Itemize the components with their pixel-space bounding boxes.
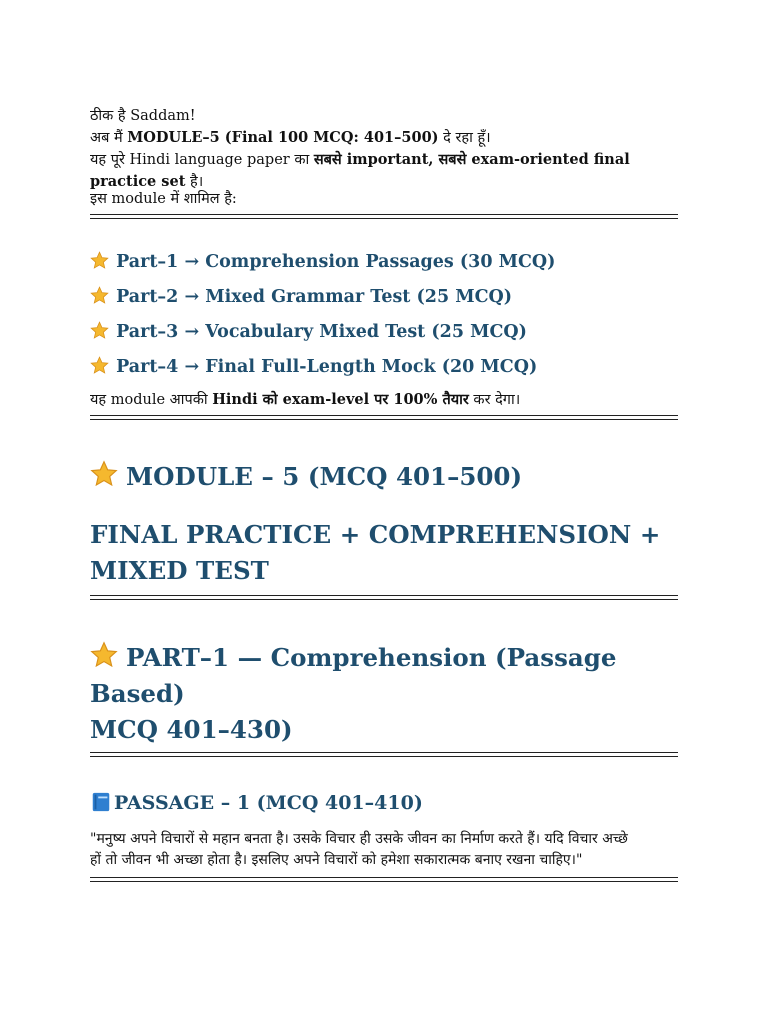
text-fragment: अब मैं xyxy=(90,130,128,146)
text-fragment: यह पूरे Hindi language paper का xyxy=(90,152,314,168)
passage-text-line: हों तो जीवन भी अच्छा होता है। इसलिए अपने विचारों को हमेशा सकारात्मक बनाए रखना चाहिए।" xyxy=(90,852,583,868)
module-heading xyxy=(90,459,680,495)
passage-heading-text: PASSAGE – 1 (MCQ 401–410) xyxy=(114,792,423,814)
star-icon xyxy=(90,640,126,676)
star-icon xyxy=(90,250,110,274)
divider xyxy=(90,214,678,219)
divider xyxy=(90,595,678,600)
text-fragment: है। xyxy=(185,174,204,190)
summary-bold: Hindi को exam-level पर 100% तैयार xyxy=(212,391,469,408)
passage-text xyxy=(90,829,680,871)
star-icon xyxy=(90,459,126,495)
part-label: Part–3 → Vocabulary Mixed Test (25 MCQ) xyxy=(116,322,527,342)
practice-set-bold: practice set xyxy=(90,173,186,190)
part-item-1 xyxy=(90,250,680,285)
part-label: Part–2 → Mixed Grammar Test (25 MCQ) xyxy=(116,287,513,307)
part-item-2 xyxy=(90,285,680,320)
divider xyxy=(90,877,678,882)
text-fragment: कर देगा। xyxy=(468,392,521,408)
module-subheading-line: MIXED TEST xyxy=(90,556,269,585)
module-subheading-line: FINAL PRACTICE + COMPREHENSION + xyxy=(90,520,661,549)
star-icon xyxy=(90,355,110,379)
summary-line xyxy=(90,389,680,413)
greeting-line: ठीक है Saddam! xyxy=(90,108,196,124)
includes-line: इस module में शामिल है: xyxy=(90,191,237,207)
part1-heading-line: MCQ 401–430) xyxy=(90,715,293,744)
star-icon xyxy=(90,320,110,344)
divider xyxy=(90,415,678,420)
text-fragment: दे रहा हूँ। xyxy=(438,130,491,146)
intro-block xyxy=(90,106,680,189)
parts-list xyxy=(90,250,680,389)
part1-heading xyxy=(90,640,680,748)
module-name-bold: MODULE–5 (Final 100 MCQ: 401–500) xyxy=(127,129,439,146)
text-fragment: यह module आपकी xyxy=(90,392,213,408)
module-subheading xyxy=(90,517,680,589)
star-icon xyxy=(90,285,110,309)
part1-heading-text: PART–1 — Comprehension (Passage Based) xyxy=(90,643,617,708)
module-heading-text: MODULE – 5 (MCQ 401–500) xyxy=(126,462,523,491)
part-item-3 xyxy=(90,320,680,355)
passage-text-line: "मनुष्य अपने विचारों से महान बनता है। उसके विचार ही उसके जीवन का निर्माण करते हैं। यदि विचार अच्छे xyxy=(90,831,628,847)
part-label: Part–4 → Final Full-Length Mock (20 MCQ) xyxy=(116,357,538,377)
part-label: Part–1 → Comprehension Passages (30 MCQ) xyxy=(116,252,556,272)
importance-line xyxy=(90,149,680,171)
module-intro-line xyxy=(90,127,680,149)
importance-bold: सबसे important, सबसे exam-oriented final xyxy=(313,151,630,168)
part-item-4 xyxy=(90,355,680,389)
book-icon xyxy=(90,790,114,816)
divider xyxy=(90,752,678,757)
passage-heading xyxy=(90,790,680,816)
document-page xyxy=(90,106,680,882)
part1-heading-line xyxy=(90,640,680,712)
